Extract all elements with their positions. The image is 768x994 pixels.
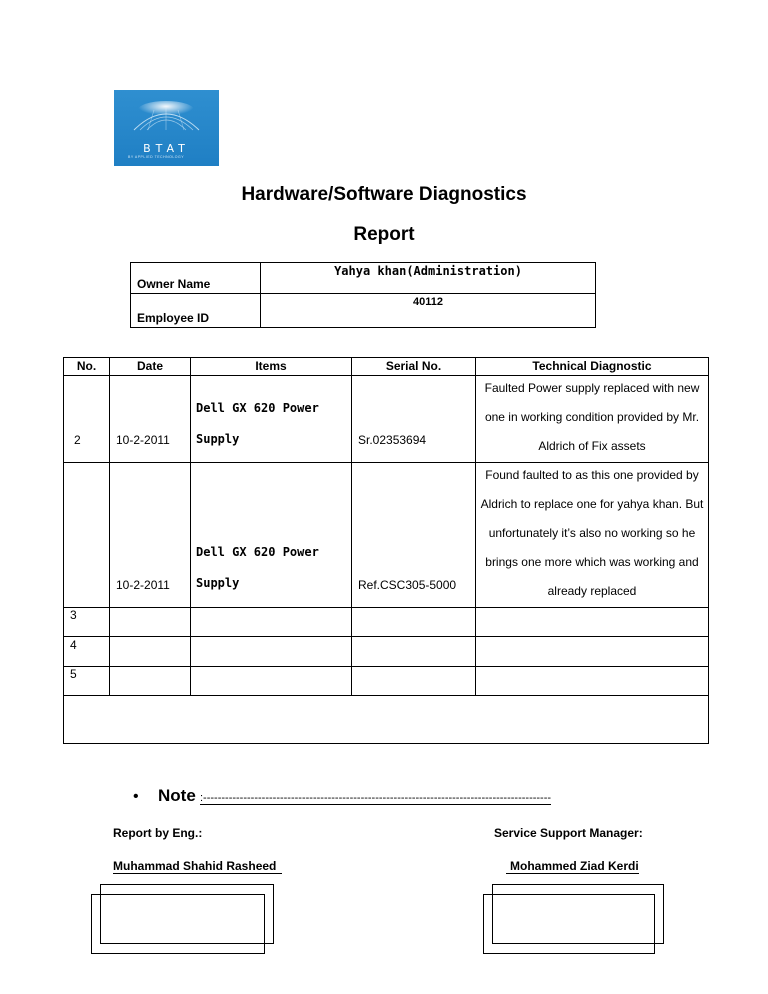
dome-icon [114, 90, 219, 145]
report-subtitle: Report [353, 224, 415, 245]
row1-date: 10-2-2011 [116, 433, 170, 447]
row2-item: Dell GX 620 Power Supply [196, 545, 319, 590]
row2-date: 10-2-2011 [116, 578, 170, 592]
employee-row [131, 294, 595, 327]
owner-value: Yahya khan(Administration) [334, 264, 522, 278]
header-diagnostic: Technical Diagnostic [532, 359, 652, 373]
employee-label: Employee ID [137, 311, 210, 325]
note-line: :----------------------------------------------------------------------------------------------- [200, 792, 552, 804]
header-no: No. [76, 359, 97, 373]
row5-no: 5 [70, 667, 77, 681]
row4-no: 4 [70, 638, 77, 652]
left-signatory-name: Muhammad Shahid Rasheed [113, 859, 282, 874]
row2-serial: Ref.CSC305-5000 [358, 578, 457, 592]
owner-row [131, 263, 595, 294]
header-items: Items [255, 359, 287, 373]
employee-value: 40112 [413, 296, 443, 308]
right-signature-box [483, 894, 655, 954]
report-title: Hardware/Software Diagnostics [241, 184, 527, 205]
row1-diagnostic: Faulted Power supply replaced with new one in working condition provided by Mr. Aldrich of Fix assets [484, 381, 700, 453]
row1-serial: Sr.02353694 [358, 433, 427, 447]
header-serial: Serial No. [385, 359, 442, 373]
left-signature-heading: Report by Eng.: [113, 826, 203, 840]
right-signatory-name: Mohammed Ziad Kerdi [506, 859, 639, 874]
note-bullet: • [133, 788, 139, 805]
employee-label-cell [131, 294, 261, 327]
note-label: Note [158, 786, 196, 805]
logo-brand: BTAT [143, 142, 190, 155]
row2-diagnostic: Found faulted to as this one provided by Aldrich to replace one for yahya khan. But unfortunately it’s also no working so he brings one more which was working and already replaced [480, 468, 704, 598]
header-date: Date [136, 359, 163, 373]
row3-no: 3 [70, 608, 77, 622]
owner-value-cell [261, 263, 595, 293]
company-logo [114, 90, 219, 166]
logo-tagline: BY APPLIED TECHNOLOGY [128, 155, 185, 159]
owner-label: Owner Name [137, 277, 211, 291]
right-signature-heading: Service Support Manager: [494, 826, 643, 840]
row1-no: 2 [74, 433, 81, 447]
owner-label-cell [131, 263, 261, 293]
diagnostics-table [63, 357, 709, 744]
row1-item: Dell GX 620 Power Supply [196, 401, 319, 446]
owner-info-table [130, 262, 596, 328]
left-signature-box [91, 894, 265, 954]
employee-value-cell [261, 294, 595, 327]
